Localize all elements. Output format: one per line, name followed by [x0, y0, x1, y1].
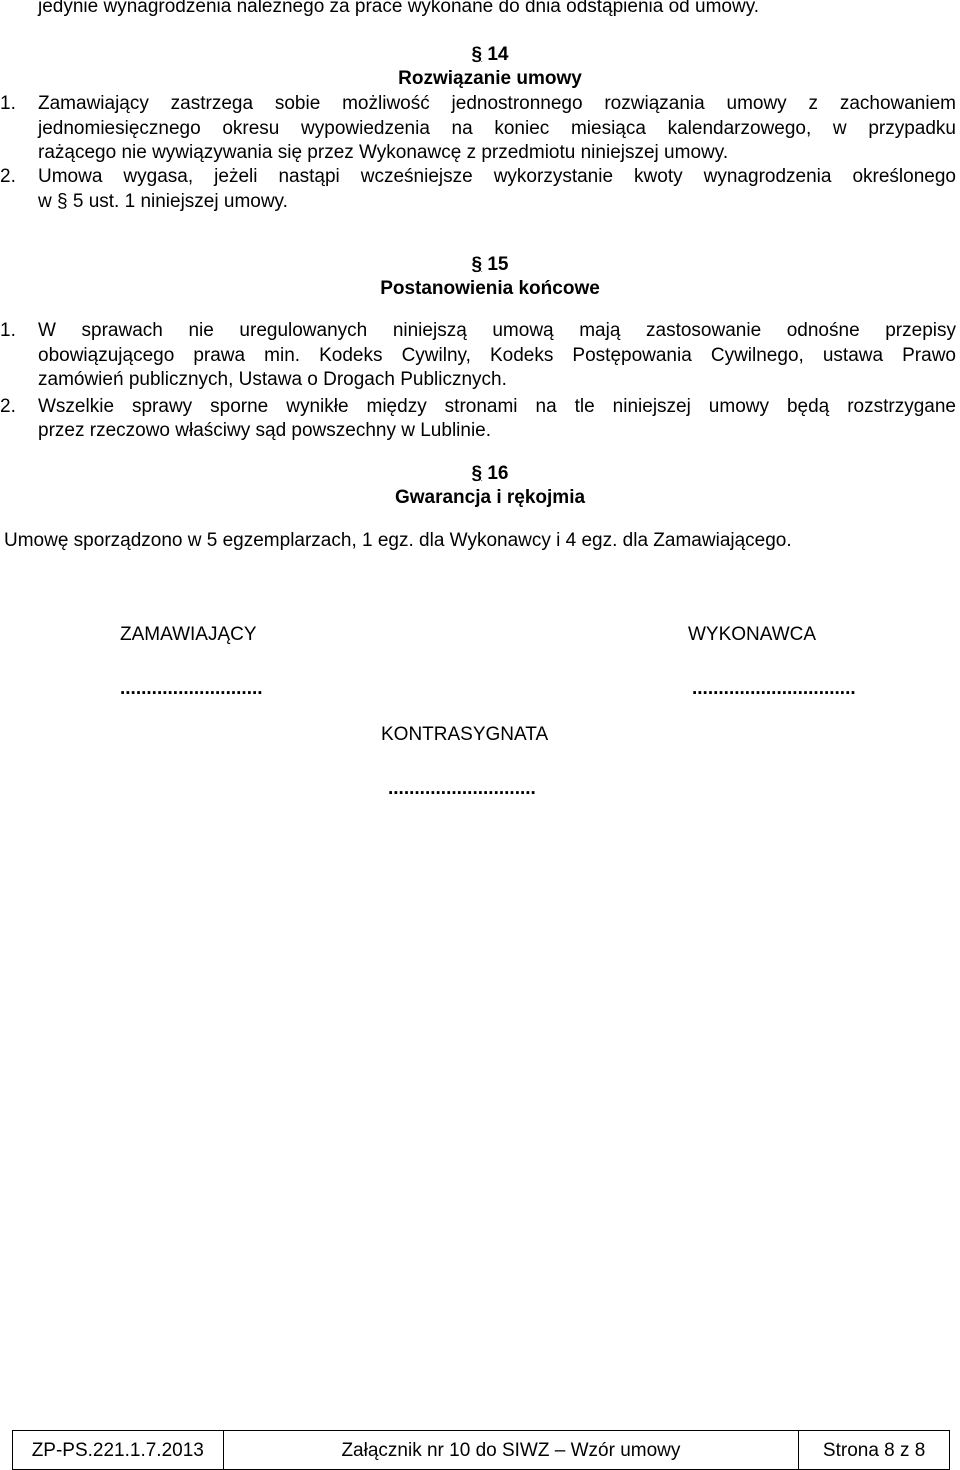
footer-reference: ZP-PS.221.1.7.2013 [13, 1431, 224, 1469]
footer-title-suffix: Wzór umowy [565, 1439, 681, 1461]
item-line: przez rzeczowo właściwy sąd powszechny w Lublinie. [38, 420, 492, 441]
item-line: rażącego nie wywiązywania się przez Wykonawcę z przedmiotu niniejszej umowy. [38, 142, 729, 163]
footer-title [224, 1431, 800, 1469]
section-number: 15 [487, 254, 509, 275]
section-number: 16 [487, 463, 509, 484]
paragraph-sign: § [471, 254, 483, 275]
item-number: 2. [0, 166, 16, 187]
section-16-title: Gwarancja i rękojmia [394, 487, 586, 508]
signature-label-kontrasygnata: KONTRASYGNATA [381, 724, 549, 745]
item-number: 1. [0, 93, 16, 114]
section-15-number [0, 252, 960, 277]
footer-page-number: Strona 8 z 8 [822, 1439, 926, 1461]
paragraph-sign: § [471, 463, 483, 484]
section-13-tail: jedynie wynagrodzenia należnego za prace wykonane do dnia odstąpienia od umowy. [38, 0, 760, 17]
signature-label-zamawiajacy: ZAMAWIAJĄCY [120, 624, 257, 645]
signature-line-kontrasygnata: ............................ [388, 778, 536, 799]
item-line: Umowa wygasa, jeżeli nastąpi wcześniejsze wykorzystanie kwoty wynagrodzenia określonego [38, 166, 956, 187]
item-number: 2. [0, 396, 16, 417]
item-line: jednomiesięcznego okresu wypowiedzenia na koniec miesiąca kalendarzowego, w przypadku [38, 118, 956, 139]
signature-line-zamawiajacy: ........................... [120, 678, 263, 699]
section-14-title: Rozwiązanie umowy [398, 68, 582, 89]
section-15-title: Postanowienia końcowe [380, 278, 600, 299]
section-number: 14 [487, 44, 509, 65]
copies-note: Umowę sporządzono w 5 egzemplarzach, 1 egz. dla Wykonawcy i 4 egz. dla Zamawiającego. [4, 530, 792, 551]
section-16-number [0, 461, 960, 486]
item-line: Zamawiający zastrzega sobie możliwość jednostronnego rozwiązania umowy z zachowaniem [38, 93, 956, 114]
signature-line-wykonawca: ............................... [692, 678, 856, 699]
item-line: w § 5 ust. 1 niniejszej umowy. [38, 191, 288, 212]
section-14-number [0, 42, 960, 67]
signature-label-wykonawca: WYKONAWCA [688, 624, 817, 645]
item-line: W sprawach nie uregulowanych niniejszą umową mają zastosowanie odnośne przepisy [38, 320, 956, 341]
footer-title-prefix: Załącznik nr 10 do SIWZ [341, 1439, 555, 1461]
footer-title-dash: – [554, 1439, 566, 1461]
item-line: Wszelkie sprawy sporne wynikłe między stronami na tle niniejszej umowy będą rozstrzygane [38, 396, 956, 417]
item-line: obowiązującego prawa min. Kodeks Cywilny, Kodeks Postępowania Cywilnego, ustawa Prawo [38, 345, 956, 366]
paragraph-sign: § [471, 44, 483, 65]
page-footer [12, 1430, 950, 1470]
item-number: 1. [0, 320, 16, 341]
item-line: zamówień publicznych, Ustawa o Drogach Publicznych. [38, 369, 507, 390]
